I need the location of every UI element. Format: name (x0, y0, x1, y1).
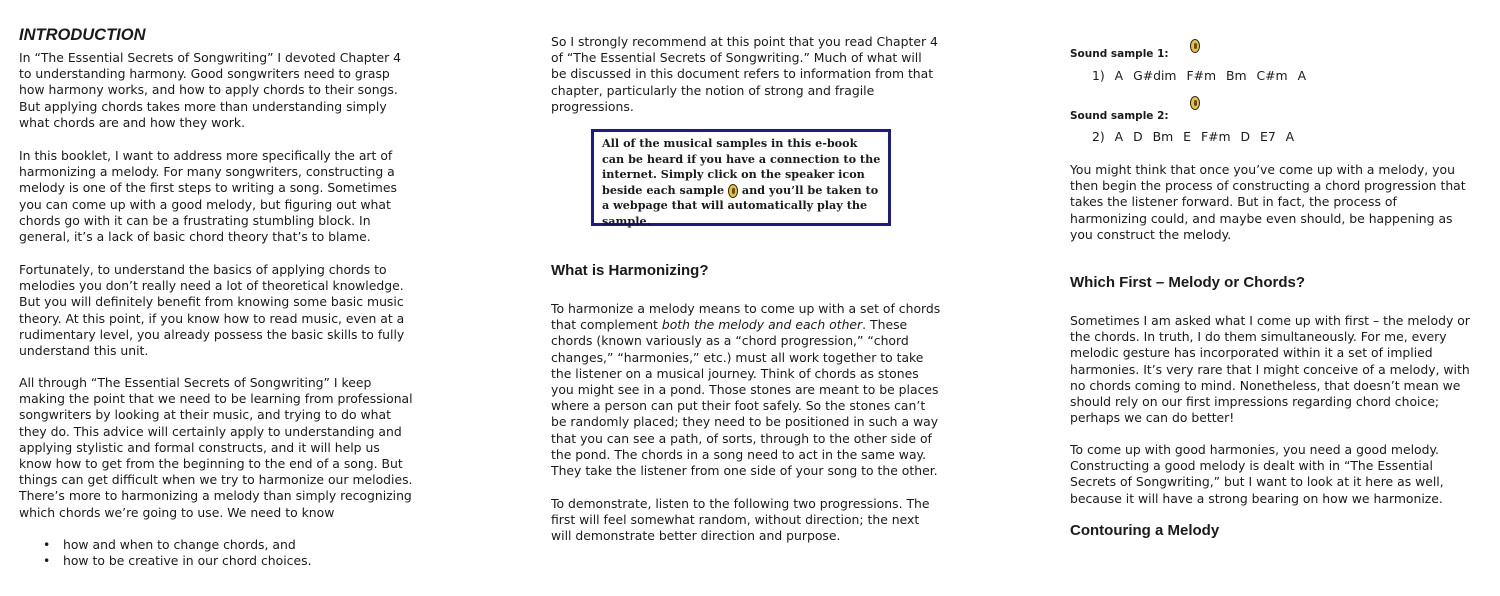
good-harmonies-paragraph: To come up with good harmonies, you need a good melody. Constructing a good melody is dealt with in “The Essential Secrets of Songwriting,” but I want to look at it here as well, because it will have a strong bearing on how we harmonize. (1070, 442, 1444, 506)
bullet-list (43, 537, 312, 570)
chord: D (1240, 129, 1251, 144)
harmonizing-emphasis: both the melody and each other (661, 317, 863, 333)
intro-paragraph-2: In this booklet, I want to address more specifically the art of harmonizing a melody. For many songwriters, constructing a melody is one of the first steps to writing a song. Sometimes you can come up with a good melody, but figuring out what chords go with it can be a frustrating stumbling block. In general, it’s a lack of basic chord theory that’s to blame. (19, 148, 397, 245)
chord: D (1133, 129, 1143, 144)
sound-sample-1-label (1070, 46, 1169, 62)
progression-2 (1092, 129, 1300, 145)
sound-sample-1-text: Sound sample 1: (1070, 48, 1169, 60)
which-first-paragraph: Sometimes I am asked what I come up with first – the melody or the chords. In truth, I do them simultaneously. For me, every melodic gesture has incorporated within it a set of implied harmonies. It’s very rare that I might conceive of a melody, with no chords coming to mind. Nonetheless, that doesn’t mean we should rely on our first impressions regarding chord choice; perhaps we can do better! (1070, 313, 1470, 426)
contouring-heading: Contouring a Melody (1070, 522, 1220, 539)
chord: C#m (1256, 68, 1288, 83)
sound-sample-2-label (1070, 108, 1169, 124)
intro-paragraph-4: All through “The Essential Secrets of Songwriting” I keep making the point that we need to be learning from professional songwriters by looking at their music, and trying to do what they do. This advice will certainly apply to understanding and applying stylistic and formal constructs, and it will help us know how to get from the beginning to the end of a song. But things can get difficult when we try to harmonize our melodies. There’s more to harmonizing a melody than simply recognizing which chords we’re going to use. We need to know (19, 375, 413, 520)
note-text-before: All of the musical samples in this e-book can be heard if you have a connection to the internet. Simply click on the speaker icon beside each sample (602, 136, 881, 197)
chord: Bm (1225, 68, 1247, 83)
intro-heading: INTRODUCTION (19, 26, 146, 44)
chord: A (1114, 129, 1124, 144)
speaker-icon[interactable] (1190, 96, 1200, 110)
sound-sample-2-text: Sound sample 2: (1070, 110, 1169, 122)
chord: A (1114, 68, 1124, 83)
melody-first-paragraph: You might think that once you’ve come up with a melody, you then begin the process of constructing a chord progression that takes the listener forward. But in fact, the process of harmonizing could, and maybe even should, be happening as you construct the melody. (1070, 162, 1466, 242)
chord: A (1285, 129, 1295, 144)
chord: E (1183, 129, 1191, 144)
intro-paragraph-3: Fortunately, to understand the basics of applying chords to melodies you don’t really need a lot of theoretical knowledge. But you will definitely benefit from knowing some basic music theory. At this point, if you know how to read music, even at a rudimentary level, you already possess the basic skills to fully understand this unit. (19, 262, 405, 359)
progression-number: 2) (1092, 129, 1105, 144)
bullet-item: • how and when to change chords, and (43, 537, 312, 553)
bullet-item: • how to be creative in our chord choices. (43, 553, 312, 569)
samples-note-box (591, 129, 891, 226)
chord: F#m (1186, 68, 1217, 83)
chord: E7 (1259, 129, 1276, 144)
chord: Bm (1152, 129, 1174, 144)
recommend-paragraph: So I strongly recommend at this point that you read Chapter 4 of “The Essential Secrets of Songwriting.” Much of what will be discussed in this document refers to information from that chapter, particularly the notion of strong and fragile progressions. (551, 34, 938, 114)
harmonizing-text-a: To harmonize a melody means to come up with a set of chords that complement (551, 301, 941, 333)
chord: A (1297, 68, 1307, 83)
harmonizing-paragraph (551, 301, 941, 479)
demonstrate-paragraph: To demonstrate, listen to the following two progressions. The first will feel somewhat random, without direction; the next will demonstrate better direction and purpose. (551, 496, 930, 544)
chord: G#dim (1133, 68, 1177, 83)
progression-1 (1092, 68, 1312, 84)
samples-note (602, 136, 882, 230)
speaker-icon[interactable] (728, 184, 738, 198)
progression-number: 1) (1092, 68, 1105, 83)
which-first-heading: Which First – Melody or Chords? (1070, 274, 1306, 291)
harmonizing-text-b: . These chords (known variously as a “chord progression,” “chord changes,” “harmonies,” etc.) must all work together to take the listener on a musical journey. Think of chords as stones you might see in a pond. Those stones are meant to be places where a person can put their foot safely. So the stones can’t be randomly placed; they need to be positioned in such a way that you can see a path, of sorts, through to the other side of the pond. The chords in a song need to act in the same way. They take the listener from one side of your song to the other. (551, 317, 939, 479)
intro-paragraph-1: In “The Essential Secrets of Songwriting” I devoted Chapter 4 to understanding harmony. Good songwriters need to grasp how harmony works, and how to apply chords to their songs. But applying chords takes more than understanding simply what chords are and how they work. (19, 50, 402, 130)
note-text-after: and you’ll be taken to a webpage that will automatically play the sample. (602, 182, 879, 228)
chord: F#m (1200, 129, 1231, 144)
speaker-icon[interactable] (1190, 39, 1200, 53)
harmonizing-heading: What is Harmonizing? (551, 262, 709, 279)
